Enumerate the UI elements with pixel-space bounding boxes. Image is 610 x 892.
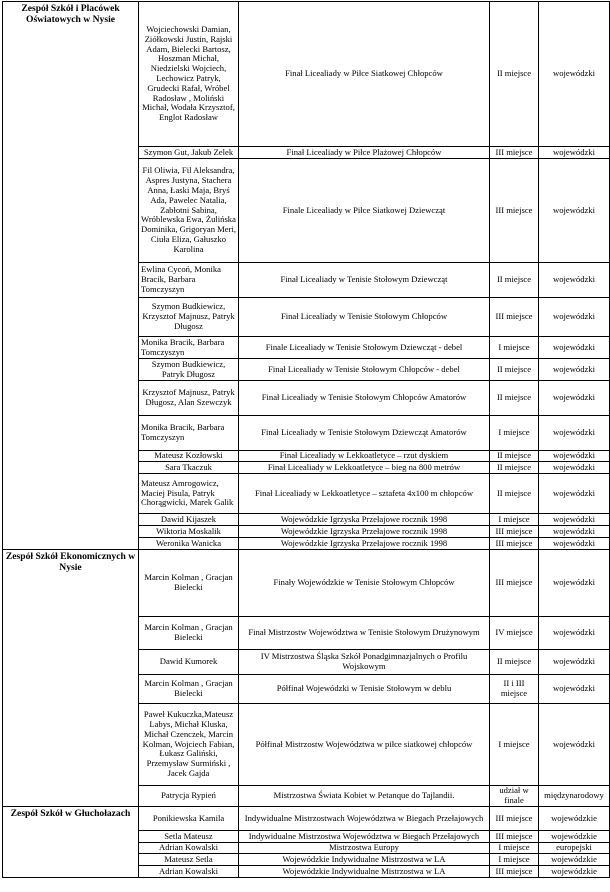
place-cell: I miejsce [490,416,539,451]
result-row [3,550,610,617]
event-cell: Finał Licealiady w Lekkoatletyce – rzut dyskiem [239,451,490,462]
place-cell: III miejsce [490,831,539,843]
place-cell: IV miejsce [490,617,539,650]
school-name: Zespół Szkół Ekonomicznych w Nysie [3,550,139,807]
participants-cell: Patrycja Rypień [139,786,239,807]
event-cell: Finał Licealiady w Tenisie Stołowym Dziewcząt [239,263,490,298]
place-cell: II miejsce [490,359,539,381]
event-cell: Finał Licealiady w Piłce Siatkowej Chłopców [239,2,490,147]
level-cell: wojewódzki [539,550,610,617]
participants-cell: Szymon Budkiewicz, Patryk Długosz [139,359,239,381]
level-cell: wojewódzki [539,474,610,514]
level-cell: wojewódzki [539,337,610,359]
place-cell: III miejsce [490,526,539,538]
participants-cell: Ponikiewska Kamila [139,807,239,831]
event-cell: Finał Licealiady w Piłce Plażowej Chłopców [239,147,490,159]
participants-cell: Ewlina Cycoń, Monika Bracik, Barbara Tomczyszyn [139,263,239,298]
participants-cell: Fil Oliwia, Fil Aleksandra, Aspres Justyna, Stachera Anna, Łaski Maja, Bryś Ada, Pawelec Natalia, Zabłotni Sabina, Wróblewska Ewa, Żulińska Dominika, Grigoryan Meri, Ciuła Eliza, Gałuszko Karolina [139,159,239,263]
level-cell: wojewódzki [539,159,610,263]
level-cell: wojewódzki [539,2,610,147]
event-cell: Finale Licealiady w Tenisie Stołowym Dziewcząt - debel [239,337,490,359]
participants-cell: Mateusz Setla [139,854,239,866]
place-cell: I miejsce [490,337,539,359]
event-cell: Indywidualne Mistrzostwach Województwa w Biegach Przełajowych [239,807,490,831]
level-cell: wojewódzkie [539,807,610,831]
level-cell: wojewódzki [539,263,610,298]
event-cell: Finale Licealiady w Piłce Siatkowej Dziewcząt [239,159,490,263]
place-cell: III miejsce [490,147,539,159]
results-table [2,1,610,878]
place-cell: II miejsce [490,2,539,147]
results-table-body [3,2,610,878]
place-cell: III miejsce [490,538,539,550]
event-cell: Finał Licealiady w Tenisie Stołowym Chłopców - debel [239,359,490,381]
level-cell: wojewódzki [539,147,610,159]
place-cell: I miejsce [490,514,539,526]
participants-cell: Dawid Kijaszek [139,514,239,526]
participants-cell: Marcin Kolman , Gracjan Bielecki [139,675,239,704]
event-cell: Finał Licealiady w Tenisie Stołowym Chłopców Amatorów [239,381,490,416]
event-cell: Wojewódzkie Igrzyska Przełajowe rocznik 1998 [239,538,490,550]
event-cell: Wojewódzkie Igrzyska Przełajowe rocznik 1998 [239,526,490,538]
result-row [3,2,610,147]
place-cell: I miejsce [490,843,539,854]
level-cell: wojewódzkie [539,831,610,843]
participants-cell: Monika Bracik, Barbara Tomczyszyn [139,416,239,451]
school-name: Zespół Szkół w Głuchołazach [3,807,139,878]
level-cell: wojewódzki [539,381,610,416]
level-cell: wojewódzki [539,514,610,526]
participants-cell: Weronika Wanicka [139,538,239,550]
event-cell: Finały Wojewódzkie w Tenisie Stołowym Chłopców [239,550,490,617]
participants-cell: Wojciechowski Damian, Ziółkowski Justin, Rajski Adam, Bielecki Bartosz, Hoszman Michał, Niedzielski Wojciech, Lechowicz Patryk, Grudecki Rafał, Wróbel Radosław , Moliński Michał, Wodała Krzysztof, Englot Radosław [139,2,239,147]
participants-cell: Szymon Budkiewicz, Krzysztof Majnusz, Patryk Długosz [139,298,239,337]
place-cell: II miejsce [490,462,539,474]
place-cell: III miejsce [490,159,539,263]
place-cell: udział w finale [490,786,539,807]
event-cell: Finał Licealiady w Lekkoatletyce – sztafeta 4x100 m chłopców [239,474,490,514]
level-cell: wojewódzki [539,538,610,550]
event-cell: Wojewódzkie Indywidualne Mistrzostwa w LA [239,866,490,878]
level-cell: wojewódzki [539,298,610,337]
participants-cell: Adrian Kowalski [139,843,239,854]
place-cell: II miejsce [490,650,539,675]
place-cell: III miejsce [490,550,539,617]
result-row [3,807,610,831]
level-cell: europejski [539,843,610,854]
place-cell: III miejsce [490,866,539,878]
participants-cell: Krzysztof Majnusz, Patryk Długosz, Alan Szewczyk [139,381,239,416]
level-cell: wojewódzki [539,416,610,451]
place-cell: I miejsce [490,854,539,866]
place-cell: II miejsce [490,451,539,462]
place-cell: II miejsce [490,381,539,416]
event-cell: Mistrzostwa Świata Kobiet w Petanque do Tajlandii. [239,786,490,807]
place-cell: II miejsce [490,263,539,298]
event-cell: Mistrzostwa Europy [239,843,490,854]
participants-cell: Adrian Kowalski [139,866,239,878]
event-cell: Półfinał Wojewódzki w Tenisie Stołowym w deblu [239,675,490,704]
participants-cell: Mateusz Kozłowski [139,451,239,462]
event-cell: Indywidualne Mistrzostwa Województwa w Biegach Przełajowych [239,831,490,843]
level-cell: wojewódzki [539,650,610,675]
place-cell: I miejsce [490,704,539,786]
level-cell: wojewódzki [539,617,610,650]
participants-cell: Marcin Kolman , Gracjan Bielecki [139,550,239,617]
participants-cell: Monika Bracik, Barbara Tomczyszyn [139,337,239,359]
place-cell: III miejsce [490,298,539,337]
level-cell: wojewódzki [539,704,610,786]
event-cell: Wojewódzkie Indywidualne Mistrzostwa w LA [239,854,490,866]
event-cell: IV Mistrzostwa Śląska Szkół Ponadgimnazjalnych o Profilu Wojskowym [239,650,490,675]
participants-cell: Sara Tkaczuk [139,462,239,474]
participants-cell: Setla Mateusz [139,831,239,843]
level-cell: wojewódzki [539,359,610,381]
level-cell: wojewódzkie [539,866,610,878]
event-cell: Finał Licealiady w Tenisie Stołowym Chłopców [239,298,490,337]
event-cell: Finał Mistrzostw Województwa w Tenisie Stołowym Drużynowym [239,617,490,650]
place-cell: II miejsce [490,474,539,514]
participants-cell: Szymon Gut, Jakub Zelek [139,147,239,159]
level-cell: wojewódzkie [539,854,610,866]
participants-cell: Marcin Kolman , Gracjan Bielecki [139,617,239,650]
event-cell: Półfinał Mistrzostw Województwa w piłce siatkowej chłopców [239,704,490,786]
level-cell: wojewódzki [539,526,610,538]
school-name: Zespół Szkół i Placówek Oświatowych w Nysie [3,2,139,550]
participants-cell: Paweł Kukuczka,Mateusz Labys, Michał Kluska, Michał Czenczek, Marcin Kolman, Wojciech Fabian, Łukasz Galiński, Przemysław Surmiński , Jacek Gajda [139,704,239,786]
place-cell: II i III miejsce [490,675,539,704]
event-cell: Wojewódzkie Igrzyska Przełajowe rocznik 1998 [239,514,490,526]
level-cell: wojewódzki [539,675,610,704]
participants-cell: Wiktoria Moskalik [139,526,239,538]
level-cell: wojewódzki [539,451,610,462]
participants-cell: Mateusz Amrogowicz, Maciej Pisula, Patryk Chorągwicki, Marek Galik [139,474,239,514]
event-cell: Finał Licealiady w Lekkoatletyce – bieg na 800 metrów [239,462,490,474]
level-cell: międzynarodowy [539,786,610,807]
level-cell: wojewódzki [539,462,610,474]
participants-cell: Dawid Kumorek [139,650,239,675]
event-cell: Finał Licealiady w Tenisie Stołowym Dziewcząt Amatorów [239,416,490,451]
place-cell: III miejsce [490,807,539,831]
